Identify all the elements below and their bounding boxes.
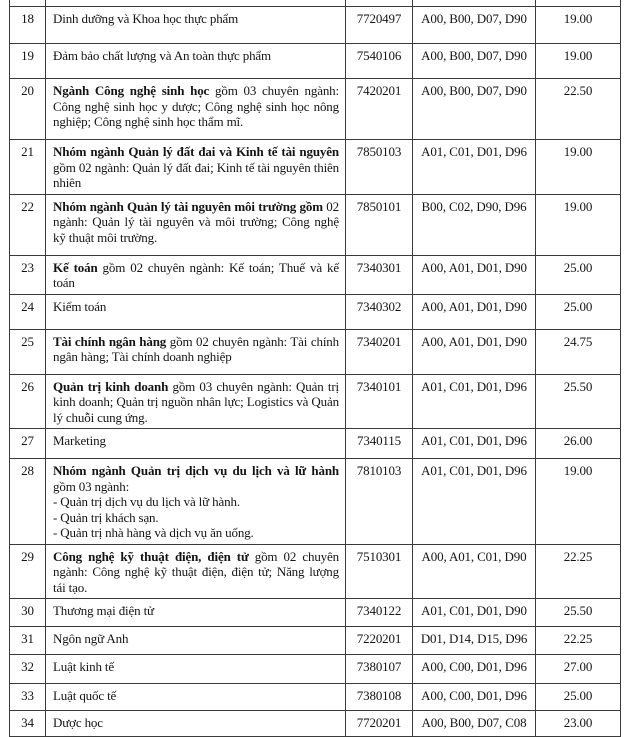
program-name-cell [46, 44, 346, 79]
subject-combinations-cell: D01, D14, D15, D96 [413, 627, 536, 655]
program-code-cell: 7340302 [346, 294, 413, 329]
table-row [10, 140, 621, 195]
program-name-text: gồm 03 chuyên ngành: Quản trị kinh doanh; Quản trị nguồn nhân lực; Logistics và Quản lý chuỗi cung ứng. [53, 378, 339, 425]
row-number-cell: 28 [10, 459, 46, 545]
program-code-cell: 7850101 [346, 194, 413, 255]
program-name-bold-text: Tài chính ngân hàng [53, 333, 167, 349]
table-row [10, 544, 621, 599]
subject-combinations-cell: A00, A01, C01, D90 [413, 544, 536, 599]
program-code-cell: 7340115 [346, 429, 413, 459]
program-name-cell [46, 329, 346, 374]
program-code-cell: 7340301 [346, 255, 413, 294]
subject-combinations-cell: A00, B00, D07, C08 [413, 711, 536, 737]
program-name-bold-text: Nhóm ngành Quản trị dịch vụ du lịch và lữ hành [53, 463, 339, 478]
score-cell: 25.50 [536, 374, 621, 429]
subject-combinations-cell: A00, A01, D01, D90 [413, 294, 536, 329]
program-code-cell: 7420201 [346, 79, 413, 140]
program-name-text: Marketing [53, 433, 106, 448]
table-row [10, 684, 621, 711]
subject-combinations-cell: A00, C00, D01, D96 [413, 684, 536, 711]
table-row [10, 44, 621, 79]
program-code-cell: 7380108 [346, 684, 413, 711]
program-code-cell: 7340201 [346, 329, 413, 374]
program-name-text: gồm 02 chuyên ngành: Tài chính ngân hàng; Tài chính doanh nghiệp [53, 333, 339, 364]
score-table-body [10, 0, 621, 737]
subject-combinations-cell: A00, B00, D07, D90 [413, 79, 536, 140]
row-number-cell: 32 [10, 655, 46, 684]
program-name-text: Kiểm toán [53, 298, 107, 314]
score-cell: 22.25 [536, 544, 621, 599]
program-code-cell: 7220201 [346, 627, 413, 655]
score-cell: 25.50 [536, 599, 621, 627]
program-name-bold-text: Công nghệ kỹ thuật điện, điện tử [53, 548, 249, 564]
program-code-cell: 7720497 [346, 7, 413, 44]
table-row [10, 7, 621, 44]
score-cell: 22.50 [536, 79, 621, 140]
subject-combinations-cell: B00, C02, D90, D96 [413, 194, 536, 255]
table-row [10, 627, 621, 655]
row-number-cell: 18 [10, 7, 46, 44]
program-name-text: gồm 03 ngành: [53, 478, 130, 494]
program-name-cell [46, 655, 346, 684]
row-number-cell: 23 [10, 255, 46, 294]
row-number-cell: 31 [10, 627, 46, 655]
program-code-cell: 7380107 [346, 655, 413, 684]
program-code-cell: 7540106 [346, 44, 413, 79]
program-name-cell [46, 79, 346, 140]
program-name-cell [46, 294, 346, 329]
table-row [10, 329, 621, 374]
row-number-cell: 33 [10, 684, 46, 711]
program-code-cell: 7510301 [346, 544, 413, 599]
program-name-text: Dược học [53, 715, 103, 730]
program-name-bold-text: Nhóm ngành Quản lý tài nguyên môi trường gồm [53, 198, 323, 214]
score-cell: 25.00 [536, 255, 621, 294]
score-cell: 24.75 [536, 329, 621, 374]
subject-combinations-cell: A00, A01, D01, D90 [413, 255, 536, 294]
program-name-text: Luật quốc tế [53, 688, 117, 703]
table-row [10, 374, 621, 429]
row-number-cell: 29 [10, 544, 46, 599]
table-row [10, 79, 621, 140]
program-name-cell [46, 544, 346, 599]
program-name-cell [46, 684, 346, 711]
program-code-cell: 7340122 [346, 599, 413, 627]
program-name-cell [46, 429, 346, 459]
admission-scores-table [9, 0, 621, 737]
program-name-text: Luật kinh tế [53, 659, 115, 674]
program-name-cell [46, 599, 346, 627]
table-row [10, 711, 621, 737]
program-name-text: gồm 03 chuyên ngành: Công nghệ sinh học y dược; Công nghệ sinh học nông nghiệp; Công nghệ sinh học thẩm mĩ. [53, 83, 339, 129]
score-cell: 22.25 [536, 627, 621, 655]
row-number-cell: 24 [10, 294, 46, 329]
program-name-text: - Quản trị khách sạn. [53, 509, 159, 525]
subject-combinations-cell: A00, C00, D01, D96 [413, 655, 536, 684]
subject-combinations-cell: A01, C01, D01, D96 [413, 140, 536, 195]
score-cell: 23.00 [536, 711, 621, 737]
program-name-text: gồm 02 chuyên ngành: Công nghệ kỹ thuật điện, điện tử; Năng lượng tái tạo. [53, 548, 339, 595]
program-name-text: 02 ngành: Quản lý tài nguyên và môi trường; Công nghệ kỹ thuật môi trường. [53, 198, 339, 245]
program-name-cell [46, 194, 346, 255]
score-cell: 19.00 [536, 44, 621, 79]
program-name-bold-text: Quản trị kinh doanh [53, 378, 169, 394]
row-number-cell: 27 [10, 429, 46, 459]
row-number-cell: 20 [10, 79, 46, 140]
subject-combinations-cell: A01, C01, D01, D96 [413, 429, 536, 459]
program-name-text: - Quản trị nhà hàng và dịch vụ ăn uống. [53, 525, 254, 540]
program-name-text: - Quản trị dịch vụ du lịch và lữ hành. [53, 494, 240, 509]
score-cell: 25.00 [536, 684, 621, 711]
program-name-cell [46, 711, 346, 737]
score-cell: 19.00 [536, 194, 621, 255]
table-row [10, 194, 621, 255]
program-name-bold-text: Nhóm ngành Quản lý đất đai và Kinh tế tài nguyên [53, 144, 339, 159]
subject-combinations-cell: A00, B00, D07, D90 [413, 44, 536, 79]
table-row [10, 429, 621, 459]
subject-combinations-cell: A01, C01, D01, D96 [413, 374, 536, 429]
program-name-text: Đảm bảo chất lượng và An toàn thực phẩm [53, 48, 272, 63]
table-row [10, 255, 621, 294]
row-number-cell: 26 [10, 374, 46, 429]
program-name-text: gồm 02 ngành: Quản lý đất đai; Kinh tế tài nguyên thiên nhiên [53, 159, 339, 190]
program-name-cell [46, 255, 346, 294]
row-number-cell: 34 [10, 711, 46, 737]
row-number-cell: 25 [10, 329, 46, 374]
score-cell: 25.00 [536, 294, 621, 329]
program-code-cell: 7810103 [346, 459, 413, 545]
score-cell: 27.00 [536, 655, 621, 684]
program-name-cell [46, 627, 346, 655]
program-name-text: Thương mại điện tử [53, 603, 154, 618]
score-cell: 26.00 [536, 429, 621, 459]
subject-combinations-cell: A00, A01, D01, D90 [413, 329, 536, 374]
program-name-text: gồm 02 chuyên ngành: Kế toán; Thuế và kế toán [53, 259, 339, 290]
program-code-cell: 7720201 [346, 711, 413, 737]
program-code-cell: 7850103 [346, 140, 413, 195]
row-number-cell: 19 [10, 44, 46, 79]
program-name-text: Dinh dưỡng và Khoa học thực phẩm [53, 11, 239, 26]
row-number-cell: 21 [10, 140, 46, 195]
table-row [10, 459, 621, 545]
program-name-cell [46, 459, 346, 545]
score-cell: 19.00 [536, 7, 621, 44]
row-number-cell: 30 [10, 599, 46, 627]
program-name-cell [46, 374, 346, 429]
table-row [10, 655, 621, 684]
table-row [10, 294, 621, 329]
program-name-text: Ngôn ngữ Anh [53, 631, 129, 646]
score-cell: 19.00 [536, 459, 621, 545]
subject-combinations-cell: A00, B00, D07, D90 [413, 7, 536, 44]
program-name-cell [46, 7, 346, 44]
row-number-cell: 22 [10, 194, 46, 255]
program-name-cell [46, 140, 346, 195]
program-name-bold-text: Ngành Công nghệ sinh học [53, 83, 210, 98]
table-row [10, 599, 621, 627]
subject-combinations-cell: A01, C01, D01, D96 [413, 459, 536, 545]
subject-combinations-cell: A01, C01, D01, D90 [413, 599, 536, 627]
score-cell: 19.00 [536, 140, 621, 195]
program-code-cell: 7340101 [346, 374, 413, 429]
program-name-bold-text: Kế toán [53, 259, 98, 275]
